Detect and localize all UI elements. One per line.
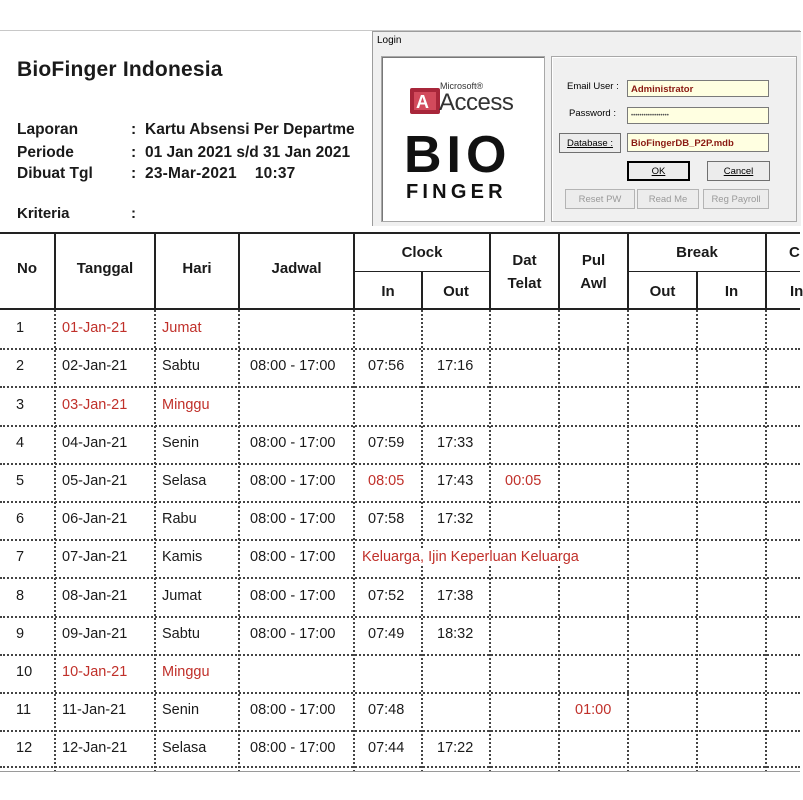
- meta-dibuat-value: 23-Mar-2021 10:37: [145, 165, 296, 182]
- cell-hari: Selasa: [162, 472, 207, 489]
- cell-tanggal: 06-Jan-21: [62, 511, 128, 528]
- cell-tanggal: 09-Jan-21: [62, 625, 128, 642]
- meta-separator: :: [131, 144, 137, 161]
- cell-no: 2: [16, 358, 25, 375]
- header-clock: Clock: [401, 244, 443, 261]
- cell-tanggal: 08-Jan-21: [62, 587, 128, 604]
- cell-out: 17:43: [437, 472, 474, 489]
- header-jadwal: Jadwal: [271, 260, 322, 277]
- header-break: Break: [676, 244, 718, 261]
- cancel-button[interactable]: [707, 161, 770, 181]
- cell-in: 07:48: [368, 702, 405, 719]
- header-col-divider: [765, 232, 767, 310]
- cell-tanggal: 07-Jan-21: [62, 549, 128, 566]
- reset-pw-button[interactable]: Reset PW: [565, 189, 635, 209]
- meta-periode-label: Periode: [17, 144, 74, 161]
- cancel-button-label: Cancel: [723, 166, 754, 177]
- meta-separator: :: [131, 121, 137, 138]
- row-divider: [0, 766, 800, 768]
- kriteria-separator: :: [131, 205, 136, 222]
- cell-hari: Sabtu: [162, 358, 200, 375]
- cell-hari: Kamis: [162, 549, 203, 566]
- cell-tanggal: 03-Jan-21: [62, 396, 128, 413]
- meta-dibuat-label: Dibuat Tgl: [17, 165, 93, 182]
- cell-hari: Jumat: [162, 587, 202, 604]
- cell-jadwal: 08:00 - 17:00: [250, 511, 336, 528]
- header-awl: Awl: [580, 275, 607, 292]
- cell-jadwal: 08:00 - 17:00: [250, 358, 336, 375]
- ok-button[interactable]: [627, 161, 690, 181]
- header-pul: Pul: [581, 252, 606, 269]
- kriteria: [17, 205, 136, 222]
- cell-hari: Jumat: [162, 320, 202, 337]
- cell-out: 17:22: [437, 740, 474, 757]
- cell-no: 9: [16, 625, 25, 642]
- row-divider: [0, 425, 800, 427]
- email-field[interactable]: Administrator: [627, 80, 769, 97]
- row-divider: [0, 654, 800, 656]
- password-field[interactable]: ••••••••••••••••••: [627, 107, 769, 124]
- cell-out: 17:38: [437, 587, 474, 604]
- header-hari: Hari: [182, 260, 212, 277]
- cell-jadwal: 08:00 - 17:00: [250, 702, 336, 719]
- cell-no: 10: [16, 663, 33, 680]
- reg-payroll-button[interactable]: Reg Payroll: [703, 189, 769, 209]
- cell-no: 1: [16, 320, 25, 337]
- cell-jadwal: 08:00 - 17:00: [250, 625, 336, 642]
- cell-note: Keluarga, Ijin Keperluan Keluarga: [362, 549, 579, 566]
- cell-out: 18:32: [437, 625, 474, 642]
- cell-no: 8: [16, 587, 25, 604]
- table-header-bottom-line: [0, 308, 800, 310]
- access-label: Access: [439, 89, 514, 116]
- svg-text:A: A: [416, 92, 429, 112]
- header-break-in: In: [724, 283, 739, 300]
- header-tanggal: Tanggal: [76, 260, 134, 277]
- cell-no: 4: [16, 434, 25, 451]
- cell-telat: 00:05: [505, 472, 542, 489]
- logo-panel: [381, 56, 545, 222]
- read-me-button[interactable]: Read Me: [637, 189, 699, 209]
- email-label: Email User :: [567, 81, 619, 92]
- meta-laporan-value: Kartu Absensi Per Departme: [145, 121, 355, 138]
- row-divider: [0, 501, 800, 503]
- cell-hari: Minggu: [162, 396, 210, 413]
- meta-periode: [17, 144, 350, 162]
- meta-laporan: [17, 121, 355, 139]
- cell-tanggal: 10-Jan-21: [62, 663, 128, 680]
- cell-in: 07:58: [368, 511, 405, 528]
- cell-in: 08:05: [368, 472, 405, 489]
- row-divider: [0, 577, 800, 579]
- cell-hari: Sabtu: [162, 625, 200, 642]
- cell-tanggal: 11-Jan-21: [62, 702, 127, 719]
- cell-in: 07:49: [368, 625, 405, 642]
- report-title: BioFinger Indonesia: [17, 58, 223, 81]
- report-bottom-border: [0, 771, 800, 772]
- header-extra: C: [789, 244, 800, 261]
- cell-hari: Senin: [162, 702, 200, 719]
- cell-no: 6: [16, 511, 25, 528]
- cell-hari: Rabu: [162, 511, 197, 528]
- header-telat: Telat: [507, 275, 542, 292]
- ok-button-label: OK: [651, 166, 666, 177]
- cell-no: 5: [16, 472, 25, 489]
- cell-hari: Selasa: [162, 740, 207, 757]
- header-col-divider: [558, 232, 560, 310]
- cell-jadwal: 08:00 - 17:00: [250, 472, 336, 489]
- biofinger-finger-label: FINGER: [406, 181, 507, 203]
- row-divider: [0, 616, 800, 618]
- database-button-label: Database :: [567, 138, 613, 149]
- cell-in: 07:59: [368, 434, 405, 451]
- cell-jadwal: 08:00 - 17:00: [250, 587, 336, 604]
- attendance-table: [0, 232, 803, 772]
- cell-awl: 01:00: [575, 702, 612, 719]
- row-divider: [0, 463, 800, 465]
- login-dialog: [372, 31, 801, 226]
- header-no: No: [17, 260, 37, 277]
- cell-out: 17:32: [437, 511, 474, 528]
- table-header-top-line: [0, 232, 800, 234]
- row-divider: [0, 692, 800, 694]
- header-clock-out: Out: [443, 283, 469, 300]
- cell-hari: Senin: [162, 434, 200, 451]
- header-clock-in: In: [381, 283, 395, 300]
- cell-hari: Minggu: [162, 663, 210, 680]
- biofinger-bio-label: BIO: [404, 126, 512, 184]
- database-field[interactable]: BioFingerDB_P2P.mdb: [627, 133, 769, 152]
- cell-in: 07:56: [368, 358, 405, 375]
- meta-dibuat: [17, 165, 295, 183]
- cell-no: 3: [16, 396, 25, 413]
- meta-periode-value: 01 Jan 2021 s/d 31 Jan 2021: [145, 144, 351, 161]
- cell-out: 17:33: [437, 434, 474, 451]
- access-microsoft-label: Microsoft®: [440, 81, 484, 91]
- header-col-divider: [489, 232, 491, 310]
- cell-jadwal: 08:00 - 17:00: [250, 434, 336, 451]
- header-break-out: Out: [649, 283, 676, 300]
- kriteria-label: Kriteria: [17, 205, 70, 222]
- cell-tanggal: 04-Jan-21: [62, 434, 128, 451]
- database-button[interactable]: [559, 133, 621, 153]
- cell-jadwal: 08:00 - 17:00: [250, 740, 336, 757]
- cell-no: 12: [16, 740, 33, 757]
- cell-tanggal: 01-Jan-21: [62, 320, 128, 337]
- cell-out: 17:16: [437, 358, 474, 375]
- cell-no: 7: [16, 549, 25, 566]
- header-extra-sub: In: [790, 283, 803, 300]
- meta-laporan-label: Laporan: [17, 121, 79, 138]
- login-dialog-title: Login: [377, 35, 402, 46]
- cell-tanggal: 05-Jan-21: [62, 472, 128, 489]
- row-divider: [0, 386, 800, 388]
- cell-in: 07:44: [368, 740, 405, 757]
- header-dat: Dat: [512, 252, 537, 269]
- password-label: Password :: [569, 108, 616, 119]
- row-divider: [0, 730, 800, 732]
- cell-tanggal: 02-Jan-21: [62, 358, 128, 375]
- cell-tanggal: 12-Jan-21: [62, 740, 128, 757]
- row-divider: [0, 348, 800, 350]
- cell-in: 07:52: [368, 587, 405, 604]
- cell-no: 11: [16, 702, 32, 719]
- meta-separator: :: [131, 165, 137, 182]
- break-subheader-line: [628, 271, 800, 272]
- row-divider: [0, 539, 800, 541]
- cell-jadwal: 08:00 - 17:00: [250, 549, 336, 566]
